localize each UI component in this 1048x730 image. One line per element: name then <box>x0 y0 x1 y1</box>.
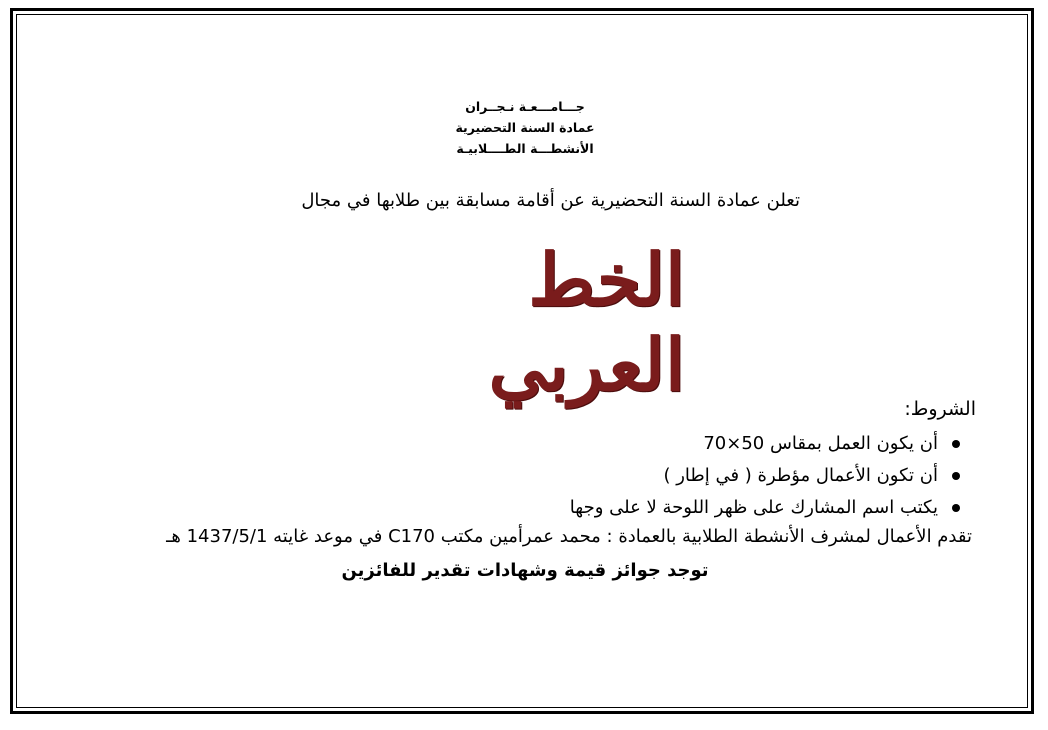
activities-department: الأنشطـــة الطــــلابيـة <box>456 141 594 156</box>
submission-info: تقدم الأعمال لمشرف الأنشطة الطلابية بالعمادة : محمد عمرأمين مكتب C170 في موعد غايته 1437/5/1 هـ <box>166 526 972 547</box>
university-name: جـــامـــعـة نـجــران <box>465 99 585 114</box>
prizes-note: توجد جوائز قيمة وشهادات تقدير للفائزين <box>341 560 709 581</box>
conditions-list <box>440 428 960 524</box>
announcement-intro: تعلن عمادة السنة التحضيرية عن أقامة مسابقة بين طلابها في مجال <box>301 190 800 211</box>
conditions-heading: الشروط: <box>904 398 976 420</box>
bullet-icon <box>952 472 960 480</box>
document-header <box>380 96 670 159</box>
list-item <box>440 428 960 460</box>
condition-text: يكتب اسم المشارك على ظهر اللوحة لا على وجها <box>569 497 938 518</box>
calligraphy-artwork <box>355 237 685 407</box>
bullet-icon <box>952 504 960 512</box>
bullet-icon <box>952 440 960 448</box>
calligraphy-title: الخط العربي <box>488 237 685 407</box>
condition-text: أن يكون العمل بمقاس 50×70 <box>703 433 938 454</box>
deanship-name: عمادة السنة التحضيرية <box>455 120 595 135</box>
list-item <box>440 460 960 492</box>
condition-text: أن تكون الأعمال مؤطرة ( في إطار ) <box>663 465 938 486</box>
list-item <box>440 492 960 524</box>
